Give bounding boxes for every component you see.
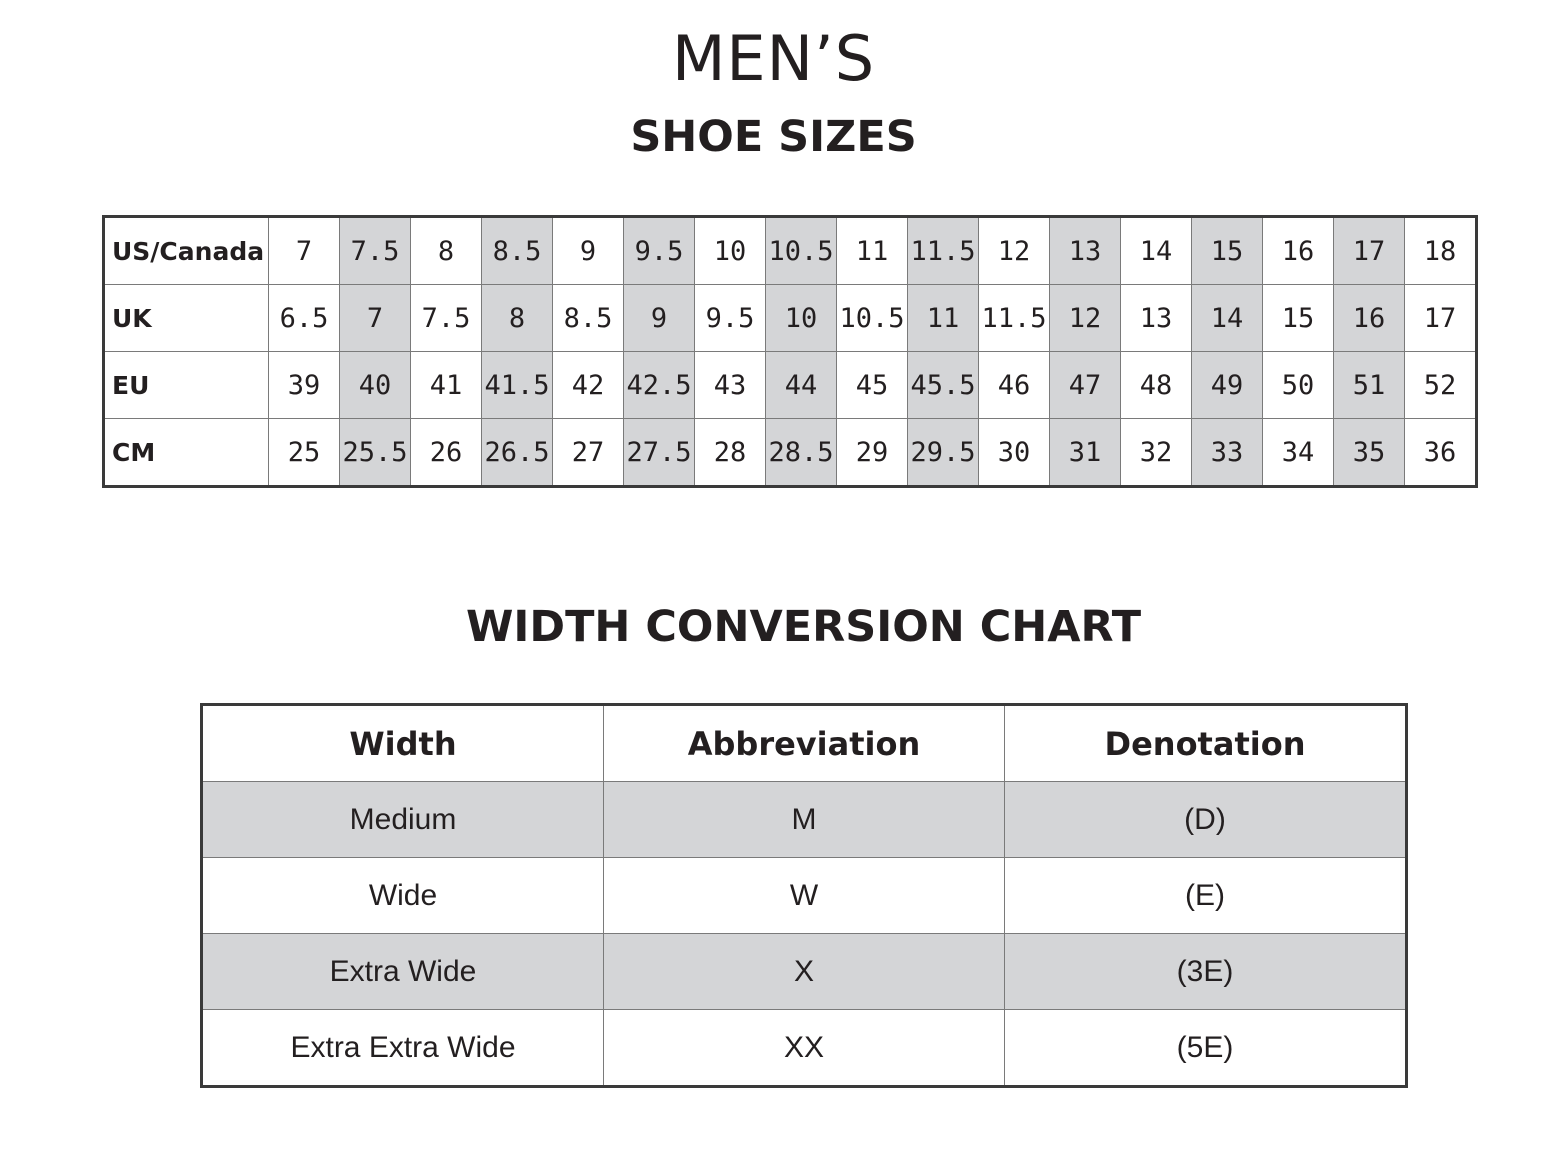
width-cell: W	[604, 858, 1005, 934]
size-cell: 11	[837, 217, 908, 285]
size-cell: 16	[1263, 217, 1334, 285]
size-cell: 25.5	[340, 419, 411, 487]
size-cell: 52	[1405, 352, 1477, 419]
size-cell: 8.5	[553, 285, 624, 352]
size-cell: 16	[1334, 285, 1405, 352]
size-cell: 13	[1121, 285, 1192, 352]
size-cell: 12	[979, 217, 1050, 285]
shoe-size-table	[102, 215, 1478, 488]
size-cell: 17	[1334, 217, 1405, 285]
width-row	[202, 782, 1407, 858]
size-cell: 39	[269, 352, 340, 419]
size-cell: 46	[979, 352, 1050, 419]
size-cell: 8	[482, 285, 553, 352]
row-label: EU	[104, 352, 269, 419]
size-cell: 14	[1121, 217, 1192, 285]
size-cell: 36	[1405, 419, 1477, 487]
page-title: MEN’S	[671, 22, 876, 95]
size-cell: 27	[553, 419, 624, 487]
size-cell: 12	[1050, 285, 1121, 352]
size-cell: 26.5	[482, 419, 553, 487]
size-cell: 13	[1050, 217, 1121, 285]
size-cell: 7	[340, 285, 411, 352]
width-row	[202, 858, 1407, 934]
row-label: US/Canada	[104, 217, 269, 285]
size-cell: 50	[1263, 352, 1334, 419]
size-cell: 11.5	[908, 217, 979, 285]
size-cell: 25	[269, 419, 340, 487]
column-header-denotation: Denotation	[1005, 705, 1407, 782]
size-cell: 30	[979, 419, 1050, 487]
size-cell: 41.5	[482, 352, 553, 419]
size-cell: 51	[1334, 352, 1405, 419]
size-cell: 8.5	[482, 217, 553, 285]
size-cell: 48	[1121, 352, 1192, 419]
size-cell: 26	[411, 419, 482, 487]
width-cell: Extra Extra Wide	[202, 1010, 604, 1087]
size-cell: 9.5	[695, 285, 766, 352]
width-cell: M	[604, 782, 1005, 858]
size-cell: 31	[1050, 419, 1121, 487]
size-cell: 42.5	[624, 352, 695, 419]
size-row-us-canada	[104, 217, 1477, 285]
size-cell: 49	[1192, 352, 1263, 419]
size-row-uk	[104, 285, 1477, 352]
width-cell: Extra Wide	[202, 934, 604, 1010]
width-conversion-table	[200, 703, 1408, 1088]
size-cell: 41	[411, 352, 482, 419]
width-row	[202, 934, 1407, 1010]
size-cell: 33	[1192, 419, 1263, 487]
column-header-abbreviation: Abbreviation	[604, 705, 1005, 782]
width-row	[202, 1010, 1407, 1087]
shoe-sizes-title: SHOE SIZES	[630, 112, 917, 162]
size-cell: 7	[269, 217, 340, 285]
row-label: CM	[104, 419, 269, 487]
column-header-width: Width	[202, 705, 604, 782]
size-cell: 7.5	[411, 285, 482, 352]
size-cell: 29	[837, 419, 908, 487]
size-cell: 35	[1334, 419, 1405, 487]
size-cell: 14	[1192, 285, 1263, 352]
size-cell: 11.5	[979, 285, 1050, 352]
size-cell: 47	[1050, 352, 1121, 419]
size-cell: 28	[695, 419, 766, 487]
row-label: UK	[104, 285, 269, 352]
size-cell: 29.5	[908, 419, 979, 487]
size-cell: 7.5	[340, 217, 411, 285]
size-cell: 45.5	[908, 352, 979, 419]
size-cell: 32	[1121, 419, 1192, 487]
width-cell: Wide	[202, 858, 604, 934]
width-cell: X	[604, 934, 1005, 1010]
size-cell: 34	[1263, 419, 1334, 487]
size-cell: 9	[553, 217, 624, 285]
size-cell: 10	[766, 285, 837, 352]
size-cell: 6.5	[269, 285, 340, 352]
size-cell: 17	[1405, 285, 1477, 352]
size-cell: 27.5	[624, 419, 695, 487]
size-cell: 44	[766, 352, 837, 419]
size-cell: 11	[908, 285, 979, 352]
size-cell: 10	[695, 217, 766, 285]
size-cell: 45	[837, 352, 908, 419]
width-chart-title: WIDTH CONVERSION CHART	[465, 602, 1142, 652]
size-cell: 43	[695, 352, 766, 419]
width-cell: Medium	[202, 782, 604, 858]
width-header-row	[202, 705, 1407, 782]
width-cell: (3E)	[1005, 934, 1407, 1010]
size-cell: 15	[1263, 285, 1334, 352]
size-cell: 18	[1405, 217, 1477, 285]
size-cell: 28.5	[766, 419, 837, 487]
size-cell: 8	[411, 217, 482, 285]
width-cell: XX	[604, 1010, 1005, 1087]
size-cell: 9.5	[624, 217, 695, 285]
width-cell: (D)	[1005, 782, 1407, 858]
size-cell: 10.5	[766, 217, 837, 285]
size-cell: 40	[340, 352, 411, 419]
size-cell: 9	[624, 285, 695, 352]
size-cell: 42	[553, 352, 624, 419]
size-row-eu	[104, 352, 1477, 419]
width-cell: (E)	[1005, 858, 1407, 934]
width-cell: (5E)	[1005, 1010, 1407, 1087]
size-cell: 15	[1192, 217, 1263, 285]
size-row-cm	[104, 419, 1477, 487]
size-cell: 10.5	[837, 285, 908, 352]
